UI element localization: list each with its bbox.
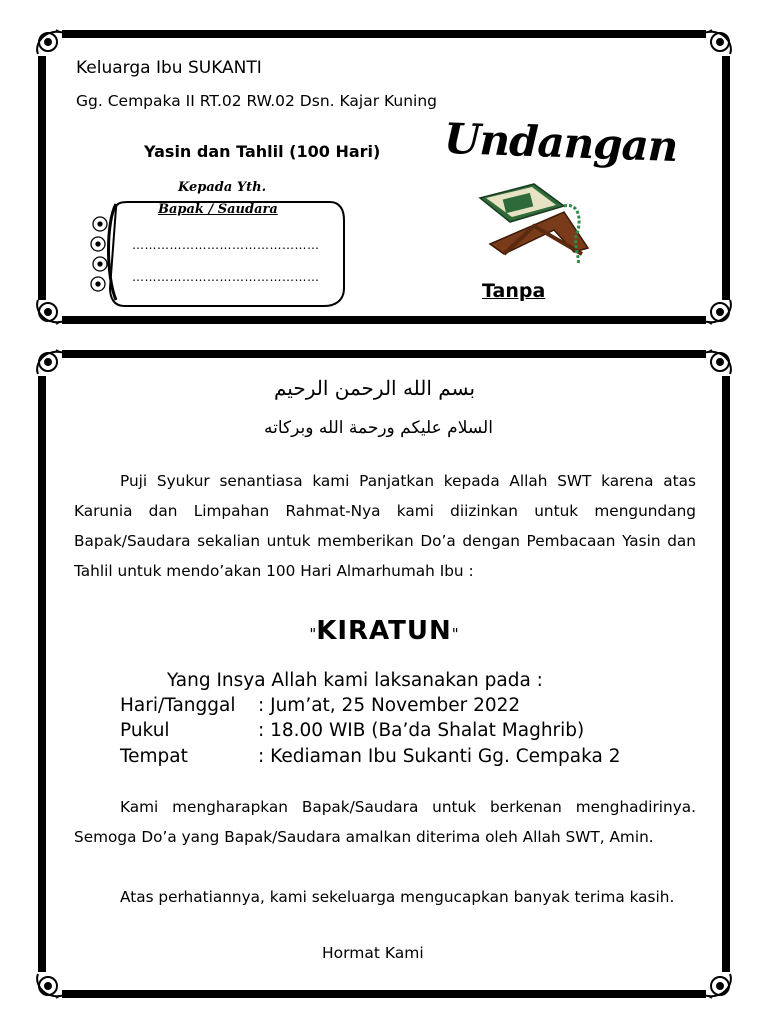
recipient-label: Bapak / Saudara <box>158 202 278 217</box>
tanpa-label: Tanpa <box>482 280 546 302</box>
salam-calligraphy: السلام عليكم ورحمة الله وبركاته <box>264 418 493 438</box>
quote-close: " <box>451 625 459 643</box>
recipient-line-2: ……………………………………… <box>132 270 320 284</box>
basmalah-calligraphy: بسم الله الرحمن الرحيم <box>274 376 476 400</box>
detail-value-time: : 18.00 WIB (Ba’da Shalat Maghrib) <box>258 720 585 741</box>
detail-label-date: Hari/Tanggal <box>120 695 236 716</box>
deceased-name: KIRATUN <box>316 616 452 646</box>
family-address: Gg. Cempaka II RT.02 RW.02 Dsn. Kajar Kuning <box>76 92 438 110</box>
detail-label-time: Pukul <box>120 720 170 741</box>
invitation-title: Undangan <box>443 113 679 172</box>
detail-value-place: : Kediaman Ibu Sukanti Gg. Cempaka 2 <box>258 746 621 767</box>
family-name: Keluarga Ibu SUKANTI <box>76 58 262 78</box>
recipient-box <box>109 202 345 306</box>
schedule-intro: Yang Insya Allah kami laksanakan pada : <box>167 670 543 691</box>
detail-value-date: : Jum’at, 25 November 2022 <box>258 695 521 716</box>
opening-paragraph: Puji Syukur senantiasa kami Panjatkan kepada Allah SWT karena atas Karunia dan Limpahan Rahmat-Nya kami diizinkan untuk mengundang Bapak/Saudara sekalian untuk memberikan Do’a dengan Pembacaan Yasin dan Tahlil untuk mendo’akan 100 Hari Almarhumah Ibu : <box>74 472 696 580</box>
quran-stand-icon <box>480 184 588 264</box>
closing-regards: Hormat Kami <box>322 944 424 962</box>
detail-label-place: Tempat <box>120 746 188 767</box>
invitation-card-cover <box>34 26 734 328</box>
hope-paragraph: Kami mengharapkan Bapak/Saudara untuk berkenan menghadirinya. Semoga Do’a yang Bapak/Saudara amalkan diterima oleh Allah SWT, Amin. <box>74 798 696 846</box>
recipient-line-1: ……………………………………… <box>132 238 320 252</box>
deceased-name-line <box>34 616 734 646</box>
event-name: Yasin dan Tahlil (100 Hari) <box>144 142 381 161</box>
quote-open: " <box>309 625 317 643</box>
invitation-card-body <box>34 346 734 1002</box>
kepada-label: Kepada Yth. <box>178 180 267 195</box>
thanks-paragraph: Atas perhatiannya, kami sekeluarga mengucapkan banyak terima kasih. <box>120 888 675 906</box>
flower-ornament-icon <box>91 217 107 291</box>
